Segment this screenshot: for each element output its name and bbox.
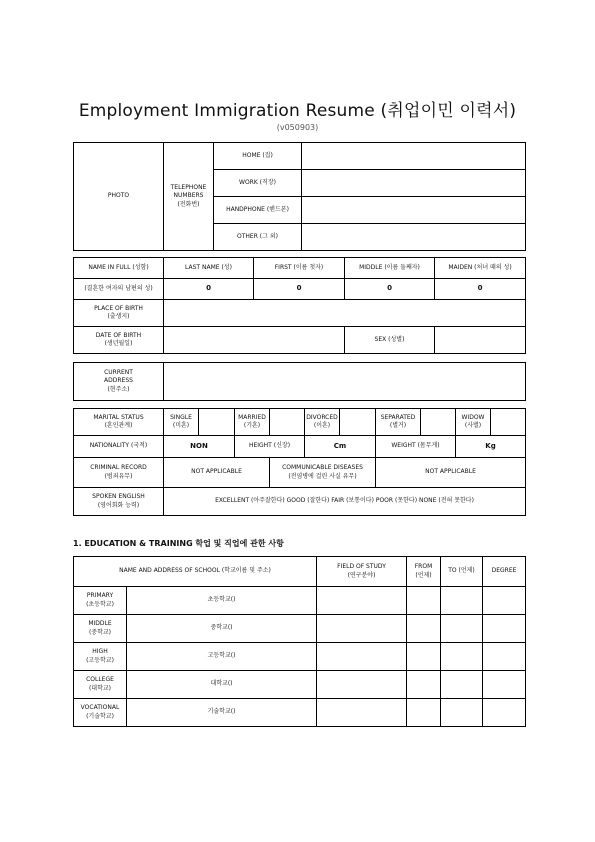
to-field[interactable] bbox=[441, 671, 483, 699]
from-field[interactable] bbox=[407, 643, 441, 671]
maiden-name-value[interactable]: 0 bbox=[435, 279, 526, 300]
document-title: Employment Immigration Resume (취업이민 이력서) bbox=[78, 101, 517, 121]
version-label: (v050903) bbox=[276, 123, 319, 132]
to-field[interactable] bbox=[441, 699, 483, 727]
education-level-label: MIDDLE (중학교) bbox=[74, 615, 127, 643]
home-phone-label: HOME (집) bbox=[214, 143, 302, 170]
handphone-label: HANDPHONE (핸드폰) bbox=[214, 197, 302, 224]
from-field[interactable] bbox=[407, 587, 441, 615]
weight-label: WEIGHT (몸무게) bbox=[376, 436, 456, 458]
from-field[interactable] bbox=[407, 671, 441, 699]
from-field[interactable] bbox=[407, 699, 441, 727]
home-phone-field[interactable] bbox=[302, 143, 526, 170]
field-of-study-field[interactable] bbox=[317, 587, 407, 615]
education-level-label: HIGH (고등학교) bbox=[74, 643, 127, 671]
marital-status-label: MARITAL STATUS (혼인관계) bbox=[74, 409, 164, 436]
name-table bbox=[73, 257, 526, 354]
handphone-field[interactable] bbox=[302, 197, 526, 224]
nationality-value[interactable]: NON bbox=[164, 436, 235, 458]
sex-label: SEX (성별) bbox=[345, 327, 435, 354]
telephone-label: TELEPHONE NUMBERS (전화번) bbox=[164, 143, 214, 251]
date-of-birth-field[interactable] bbox=[164, 327, 345, 354]
place-of-birth-label: PLACE OF BIRTH (출생지) bbox=[74, 300, 164, 327]
degree-field[interactable] bbox=[483, 587, 526, 615]
work-phone-field[interactable] bbox=[302, 170, 526, 197]
marital-married-checkbox[interactable] bbox=[270, 409, 305, 436]
degree-field[interactable] bbox=[483, 643, 526, 671]
spoken-english-levels[interactable]: EXCELLENT (아주잘한다) GOOD (잘한다) FAIR (보통이다) POOR (못한다) NONE (전혀 못한다) bbox=[164, 488, 526, 516]
nationality-label: NATIONALITY (국적) bbox=[74, 436, 164, 458]
school-name-address-header: NAME AND ADDRESS OF SCHOOL (학교이름 및 주소) bbox=[74, 557, 317, 587]
school-name-field[interactable]: 초등학교() bbox=[127, 587, 317, 615]
marital-widow-checkbox[interactable] bbox=[491, 409, 526, 436]
current-address-field[interactable] bbox=[164, 363, 526, 401]
communicable-diseases-label: COMMUNICABLE DISEASES (전염병에 걸린 사실 유무) bbox=[270, 458, 376, 488]
education-section-title: 1. EDUCATION & TRAINING 학업 및 직업에 관한 사항 bbox=[73, 539, 284, 548]
degree-field[interactable] bbox=[483, 699, 526, 727]
personal-details-table bbox=[73, 408, 526, 516]
field-of-study-field[interactable] bbox=[317, 699, 407, 727]
education-level-label: PRIMARY (초등학교) bbox=[74, 587, 127, 615]
last-name-header: LAST NAME (성) bbox=[164, 258, 254, 279]
criminal-record-value[interactable]: NOT APPLICABLE bbox=[164, 458, 270, 488]
sex-field[interactable] bbox=[435, 327, 526, 354]
married-name-label: (결혼한 여자의 남편의 성) bbox=[74, 279, 164, 300]
last-name-value[interactable]: 0 bbox=[164, 279, 254, 300]
communicable-diseases-value[interactable]: NOT APPLICABLE bbox=[376, 458, 526, 488]
marital-separated-label: SEPARATED (별거) bbox=[376, 409, 421, 436]
education-row bbox=[74, 587, 526, 615]
from-header: FROM (언제) bbox=[407, 557, 441, 587]
education-level-label: COLLEGE (대학교) bbox=[74, 671, 127, 699]
height-label: HEIGHT (신장) bbox=[235, 436, 305, 458]
place-of-birth-field[interactable] bbox=[164, 300, 526, 327]
name-in-full-header: NAME IN FULL (성함) bbox=[74, 258, 164, 279]
middle-name-header: MIDDLE (이름 둘째자) bbox=[345, 258, 435, 279]
marital-single-checkbox[interactable] bbox=[199, 409, 235, 436]
spoken-english-label: SPOKEN ENGLISH (영어회화 능력) bbox=[74, 488, 164, 516]
other-phone-field[interactable] bbox=[302, 224, 526, 251]
education-row bbox=[74, 671, 526, 699]
field-of-study-field[interactable] bbox=[317, 671, 407, 699]
education-row bbox=[74, 615, 526, 643]
address-table bbox=[73, 362, 526, 401]
education-table bbox=[73, 556, 526, 727]
marital-married-label: MARRIED (기혼) bbox=[235, 409, 270, 436]
work-phone-label: WORK (직장) bbox=[214, 170, 302, 197]
photo-cell: PHOTO bbox=[74, 143, 164, 251]
marital-divorced-label: DIVORCED (이혼) bbox=[305, 409, 340, 436]
marital-separated-checkbox[interactable] bbox=[421, 409, 456, 436]
degree-field[interactable] bbox=[483, 615, 526, 643]
degree-header: DEGREE bbox=[483, 557, 526, 587]
field-of-study-header: FIELD OF STUDY (연구분야) bbox=[317, 557, 407, 587]
contact-table bbox=[73, 142, 526, 251]
maiden-name-header: MAIDEN (처녀 때의 성) bbox=[435, 258, 526, 279]
to-field[interactable] bbox=[441, 643, 483, 671]
marital-widow-label: WIDOW (사별) bbox=[456, 409, 491, 436]
to-field[interactable] bbox=[441, 615, 483, 643]
marital-single-label: SINGLE (미혼) bbox=[164, 409, 199, 436]
middle-name-value[interactable]: 0 bbox=[345, 279, 435, 300]
degree-field[interactable] bbox=[483, 671, 526, 699]
date-of-birth-label: DATE OF BIRTH (생년월일) bbox=[74, 327, 164, 354]
school-name-field[interactable]: 대학교() bbox=[127, 671, 317, 699]
other-phone-label: OTHER (그 외) bbox=[214, 224, 302, 251]
school-name-field[interactable]: 기술학교() bbox=[127, 699, 317, 727]
school-name-field[interactable]: 고등학교() bbox=[127, 643, 317, 671]
to-header: TO (언제) bbox=[441, 557, 483, 587]
marital-divorced-checkbox[interactable] bbox=[340, 409, 376, 436]
education-row bbox=[74, 643, 526, 671]
current-address-label: CURRENT ADDRESS (현주소) bbox=[74, 363, 164, 401]
education-row bbox=[74, 699, 526, 727]
first-name-value[interactable]: 0 bbox=[254, 279, 345, 300]
field-of-study-field[interactable] bbox=[317, 615, 407, 643]
weight-field[interactable]: Kg bbox=[456, 436, 526, 458]
criminal-record-label: CRIMINAL RECORD (범죄유무) bbox=[74, 458, 164, 488]
education-level-label: VOCATIONAL (기술학교) bbox=[74, 699, 127, 727]
from-field[interactable] bbox=[407, 615, 441, 643]
to-field[interactable] bbox=[441, 587, 483, 615]
school-name-field[interactable]: 중학교() bbox=[127, 615, 317, 643]
first-name-header: FIRST (이름 첫자) bbox=[254, 258, 345, 279]
field-of-study-field[interactable] bbox=[317, 643, 407, 671]
height-field[interactable]: Cm bbox=[305, 436, 376, 458]
